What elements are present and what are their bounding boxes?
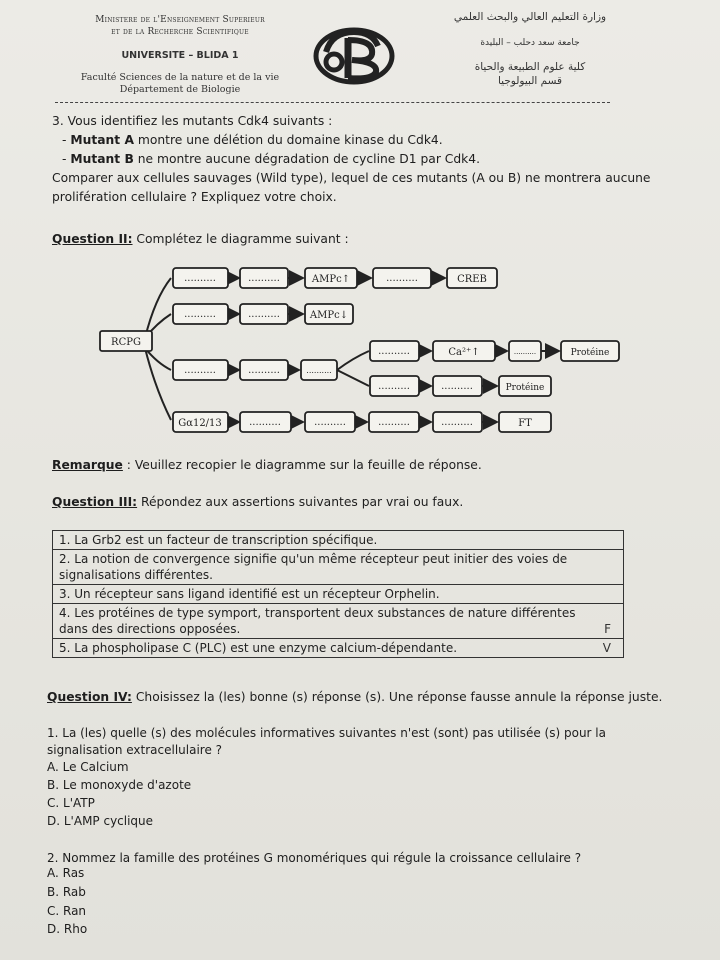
- blank-r4-2: ..........: [314, 417, 346, 428]
- blank-r3-1: ..........: [184, 365, 216, 376]
- question-4-label: Question IV:: [47, 690, 132, 704]
- answer-mark: F: [604, 622, 611, 636]
- university-logo: [312, 22, 396, 88]
- q4-1-option-b: B. Le monoxyde d'azote: [47, 778, 192, 792]
- blank-sa-1: ..........: [378, 346, 410, 357]
- label-calcium: Ca²⁺↑: [448, 347, 480, 358]
- q4-1-option-d: D. L'AMP cyclique: [47, 814, 154, 828]
- assertions-table: [52, 530, 624, 658]
- mutant-b-text: ne montre aucune dégradation de cycline D1 par Cdk4.: [133, 152, 481, 166]
- remarque-label: Remarque: [52, 458, 123, 472]
- signaling-diagram: [95, 258, 635, 440]
- label-ft: FT: [518, 418, 532, 429]
- university-name: UNIVERSITE – BLIDA 1: [121, 50, 239, 61]
- header-separator: [55, 102, 610, 103]
- blank-sb-1: ..........: [378, 381, 410, 392]
- question-4-heading: [47, 688, 662, 706]
- question-2-label: Question II:: [52, 232, 133, 246]
- label-galpha: Gα12/13: [178, 418, 222, 429]
- ministry-arabic: وزارة التعليم العالي والبحث العلمي: [453, 11, 607, 23]
- q3-title: 3. Vous identifiez les mutants Cdk4 suivants :: [52, 114, 333, 128]
- assertion-text: 5. La phospholipase C (PLC) est une enzyme calcium-dépendante.: [59, 641, 458, 655]
- assertion-text: 3. Un récepteur sans ligand identifié est un récepteur Orphelin.: [59, 587, 440, 601]
- answer-mark: V: [602, 641, 611, 655]
- blank-r3-2: ..........: [248, 365, 280, 376]
- q3-mutant-b: - Mutant B ne montre aucune dégradation de cycline D1 par Cdk4.: [62, 152, 481, 166]
- department-name: Département de Biologie: [119, 84, 241, 95]
- header-french: [55, 14, 305, 96]
- blank-r2-2: ..........: [248, 309, 280, 320]
- q4-2-option-c: C. Ran: [47, 904, 87, 918]
- q4-2-option-d: D. Rho: [47, 922, 88, 936]
- mutant-a-label: Mutant A: [70, 133, 134, 147]
- assertion-text: 1. La Grb2 est un facteur de transcription spécifique.: [59, 533, 378, 547]
- remarque: [52, 456, 482, 474]
- assertion-row: [53, 604, 623, 639]
- blank-r1-3: ..........: [386, 273, 418, 284]
- ministry-line-2: et de la Recherche Scientifique: [111, 27, 249, 37]
- mutant-a-text: montre une délétion du domaine kinase du Cdk4.: [133, 133, 443, 147]
- header-arabic: [400, 10, 660, 88]
- q4-1-option-a: A. Le Calcium: [47, 760, 129, 774]
- q4-2-option-a: A. Ras: [47, 866, 85, 880]
- assertion-text: 4. Les protéines de type symport, transportent deux substances de nature différentes dans des directions opposées.: [59, 606, 576, 636]
- label-rcpg: RCPG: [111, 337, 141, 348]
- blank-r4-1: ..........: [249, 417, 281, 428]
- question-4-text: Choisissez la (les) bonne (s) réponse (s). Une réponse fausse annule la réponse juste.: [131, 690, 663, 704]
- question-3-label: Question III:: [52, 495, 138, 509]
- blank-r1-2: ..........: [248, 273, 280, 284]
- assertion-text: 2. La notion de convergence signifie qu'un même récepteur peut initier des voies de signalisations différentes.: [59, 552, 568, 582]
- blank-r2-1: ..........: [184, 309, 216, 320]
- question-3-text: Répondez aux assertions suivantes par vrai ou faux.: [137, 495, 464, 509]
- label-proteine-2: Protéine: [505, 383, 545, 393]
- department-arabic: قسم البيولوجيا: [497, 75, 563, 87]
- q4-1-stem-line2: signalisation extracellulaire ?: [47, 743, 223, 757]
- assertion-row: [53, 585, 623, 604]
- blank-r4-4: ..........: [441, 417, 473, 428]
- assertion-row: [53, 550, 623, 585]
- remarque-text: : Veuillez recopier le diagramme sur la feuille de réponse.: [122, 458, 482, 472]
- q3-explain-line: prolifération cellulaire ? Expliquez votre choix.: [52, 190, 337, 204]
- label-creb: CREB: [457, 274, 487, 285]
- q4-2-stem: 2. Nommez la famille des protéines G monomériques qui régule la croissance cellulaire ?: [47, 851, 582, 865]
- q4-2-option-b: B. Rab: [47, 885, 86, 899]
- blank-r3-3: ..........: [306, 366, 332, 375]
- label-ampc-down: AMPc↓: [309, 310, 349, 321]
- label-ampc-up: AMPc↑: [311, 274, 351, 285]
- question-3-heading: [52, 493, 463, 511]
- label-proteine-1: Protéine: [570, 348, 610, 358]
- mutant-b-label: Mutant B: [70, 152, 134, 166]
- assertion-row: [53, 639, 623, 657]
- q3-compare-line: Comparer aux cellules sauvages (Wild type), lequel de ces mutants (A ou B) ne montrera aucune: [52, 171, 651, 185]
- q4-1-option-c: C. L'ATP: [47, 796, 95, 810]
- blank-r4-3: ..........: [378, 417, 410, 428]
- assertion-row: [53, 531, 623, 550]
- faculty-arabic: كلية علوم الطبيعة والحياة: [474, 61, 586, 73]
- question-2-text: Complétez le diagramme suivant :: [132, 232, 349, 246]
- blank-sa-2: ..........: [513, 348, 537, 356]
- question-2-heading: [52, 230, 349, 248]
- blank-sb-2: ..........: [441, 381, 473, 392]
- faculty-name: Faculté Sciences de la nature et de la vie: [80, 72, 280, 83]
- blank-r1-1: ..........: [184, 273, 216, 284]
- q4-1-stem-line1: 1. La (les) quelle (s) des molécules informatives suivantes n'est (sont) pas utilisée (s) pour la: [47, 726, 606, 740]
- q3-mutant-a: - Mutant A montre une délétion du domaine kinase du Cdk4.: [62, 133, 443, 147]
- ministry-line-1: Ministere de l'Enseignement Superieur: [95, 15, 265, 25]
- university-arabic: جامعة سعد دحلب – البليدة: [480, 38, 580, 48]
